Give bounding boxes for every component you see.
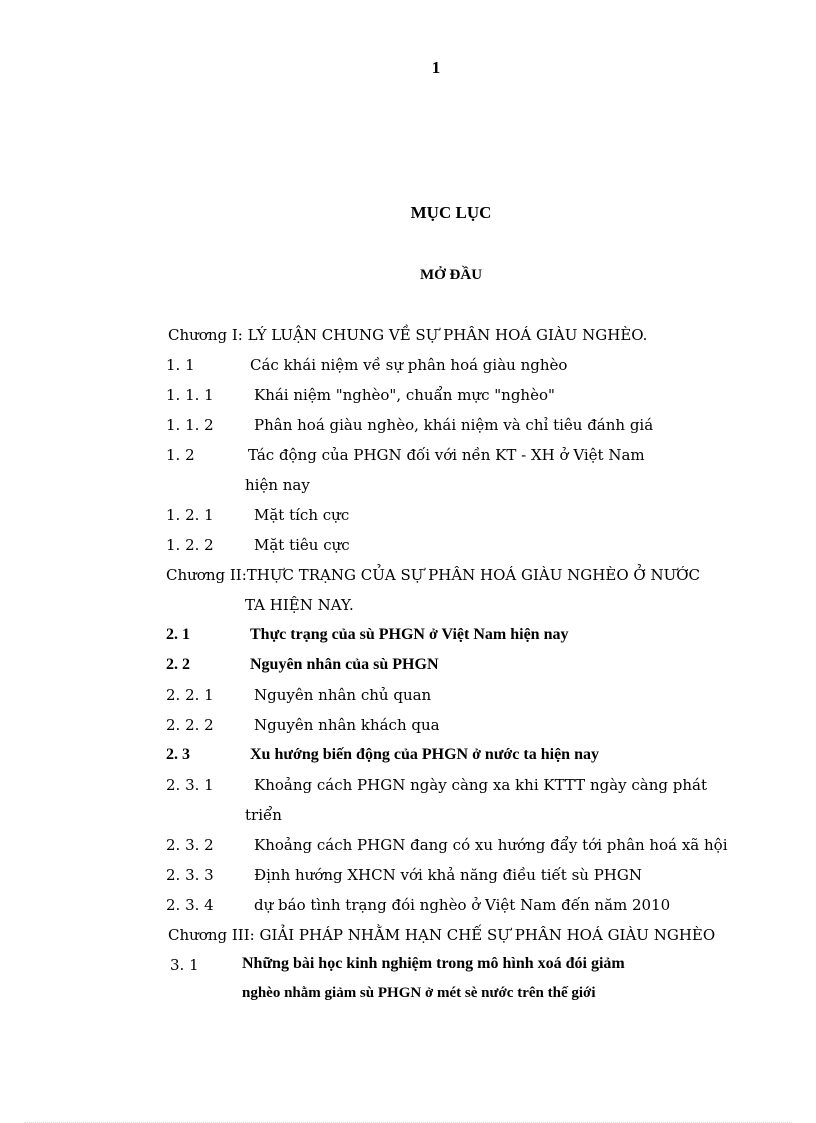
intro-heading: MỞ ĐẦU bbox=[419, 267, 483, 283]
toc-chapter-3: Chương III: GIẢI PHÁP NHẰM HẠN CHẾ SỰ PHÂN HOÁ GIÀU NGHÈO bbox=[168, 926, 716, 944]
toc-entry-number: 2. 3. 1 bbox=[166, 776, 214, 794]
toc-entry-text: Xu hướng biến động của PHGN ở nước ta hiện nay bbox=[250, 746, 599, 763]
toc-entry-continuation: nghèo nhằm giảm sù PHGN ở mét sè nước trên thế giới bbox=[242, 985, 596, 1001]
toc-entry-text: Nguyên nhân của sù PHGN bbox=[250, 656, 439, 673]
toc-entry-text: Nguyên nhân chủ quan bbox=[254, 686, 432, 704]
toc-entry-text: Khoảng cách PHGN đang có xu hướng đẩy tới phân hoá xã hội bbox=[254, 836, 728, 854]
toc-entry-number: 2. 3 bbox=[166, 746, 190, 763]
toc-entry-text: Khoảng cách PHGN ngày càng xa khi KTTT ngày càng phát bbox=[254, 776, 708, 794]
toc-entry-number: 2. 2. 2 bbox=[166, 716, 214, 734]
page-number: 1 bbox=[431, 58, 441, 77]
toc-chapter-2: Chương II:THỰC TRẠNG CỦA SỰ PHÂN HOÁ GIÀU NGHÈO Ở NƯỚC bbox=[166, 566, 700, 584]
toc-title: MỤC LỤC bbox=[410, 203, 492, 222]
toc-entry-text: Mặt tích cực bbox=[254, 506, 350, 524]
toc-entry-text: Phân hoá giàu nghèo, khái niệm và chỉ tiêu đánh giá bbox=[254, 416, 654, 434]
toc-entry-text: dự báo tình trạng đói nghèo ở Việt Nam đến năm 2010 bbox=[254, 896, 671, 914]
toc-entry-text: Nguyên nhân khách qua bbox=[254, 716, 440, 734]
toc-entry-text: Mặt tiêu cực bbox=[254, 536, 350, 554]
toc-entry-number: 2. 1 bbox=[166, 626, 190, 643]
toc-entry-continuation: triển bbox=[245, 806, 282, 824]
toc-entry-text: Định hướng XHCN với khả năng điều tiết sù PHGN bbox=[254, 866, 642, 884]
toc-entry-number: 1. 2 bbox=[166, 446, 195, 464]
toc-entry-number: 1. 1 bbox=[166, 356, 195, 374]
toc-chapter-continuation: TA HIỆN NAY. bbox=[245, 596, 354, 614]
toc-entry-number: 1. 2. 2 bbox=[166, 536, 214, 554]
toc-entry-text: Thực trạng của sù PHGN ở Việt Nam hiện nay bbox=[250, 626, 569, 643]
toc-chapter-1: Chương I: LÝ LUẬN CHUNG VỀ SỰ PHÂN HOÁ GIÀU NGHÈO. bbox=[168, 326, 648, 344]
toc-entry-number: 1. 2. 1 bbox=[166, 506, 214, 524]
toc-entry-number: 2. 3. 3 bbox=[166, 866, 214, 884]
toc-entry-number: 2. 2. 1 bbox=[166, 686, 214, 704]
toc-entry-text: Các khái niệm về sự phân hoá giàu nghèo bbox=[250, 356, 568, 374]
toc-entry-number: 1. 1. 2 bbox=[166, 416, 214, 434]
toc-entry-number: 3. 1 bbox=[170, 956, 199, 974]
toc-entry-number: 2. 3. 4 bbox=[166, 896, 214, 914]
toc-entry-number: 2. 2 bbox=[166, 656, 190, 673]
toc-entry-text: Tác động của PHGN đối với nền KT - XH ở Việt Nam bbox=[248, 446, 645, 464]
toc-entry-continuation: hiện nay bbox=[245, 476, 310, 494]
toc-entry-text: Những bài học kinh nghiệm trong mô hình xoá đói giảm bbox=[242, 955, 625, 972]
toc-entry-number: 2. 3. 2 bbox=[166, 836, 214, 854]
toc-entry-text: Khái niệm "nghèo", chuẩn mực "nghèo" bbox=[254, 386, 555, 404]
toc-entry-number: 1. 1. 1 bbox=[166, 386, 214, 404]
